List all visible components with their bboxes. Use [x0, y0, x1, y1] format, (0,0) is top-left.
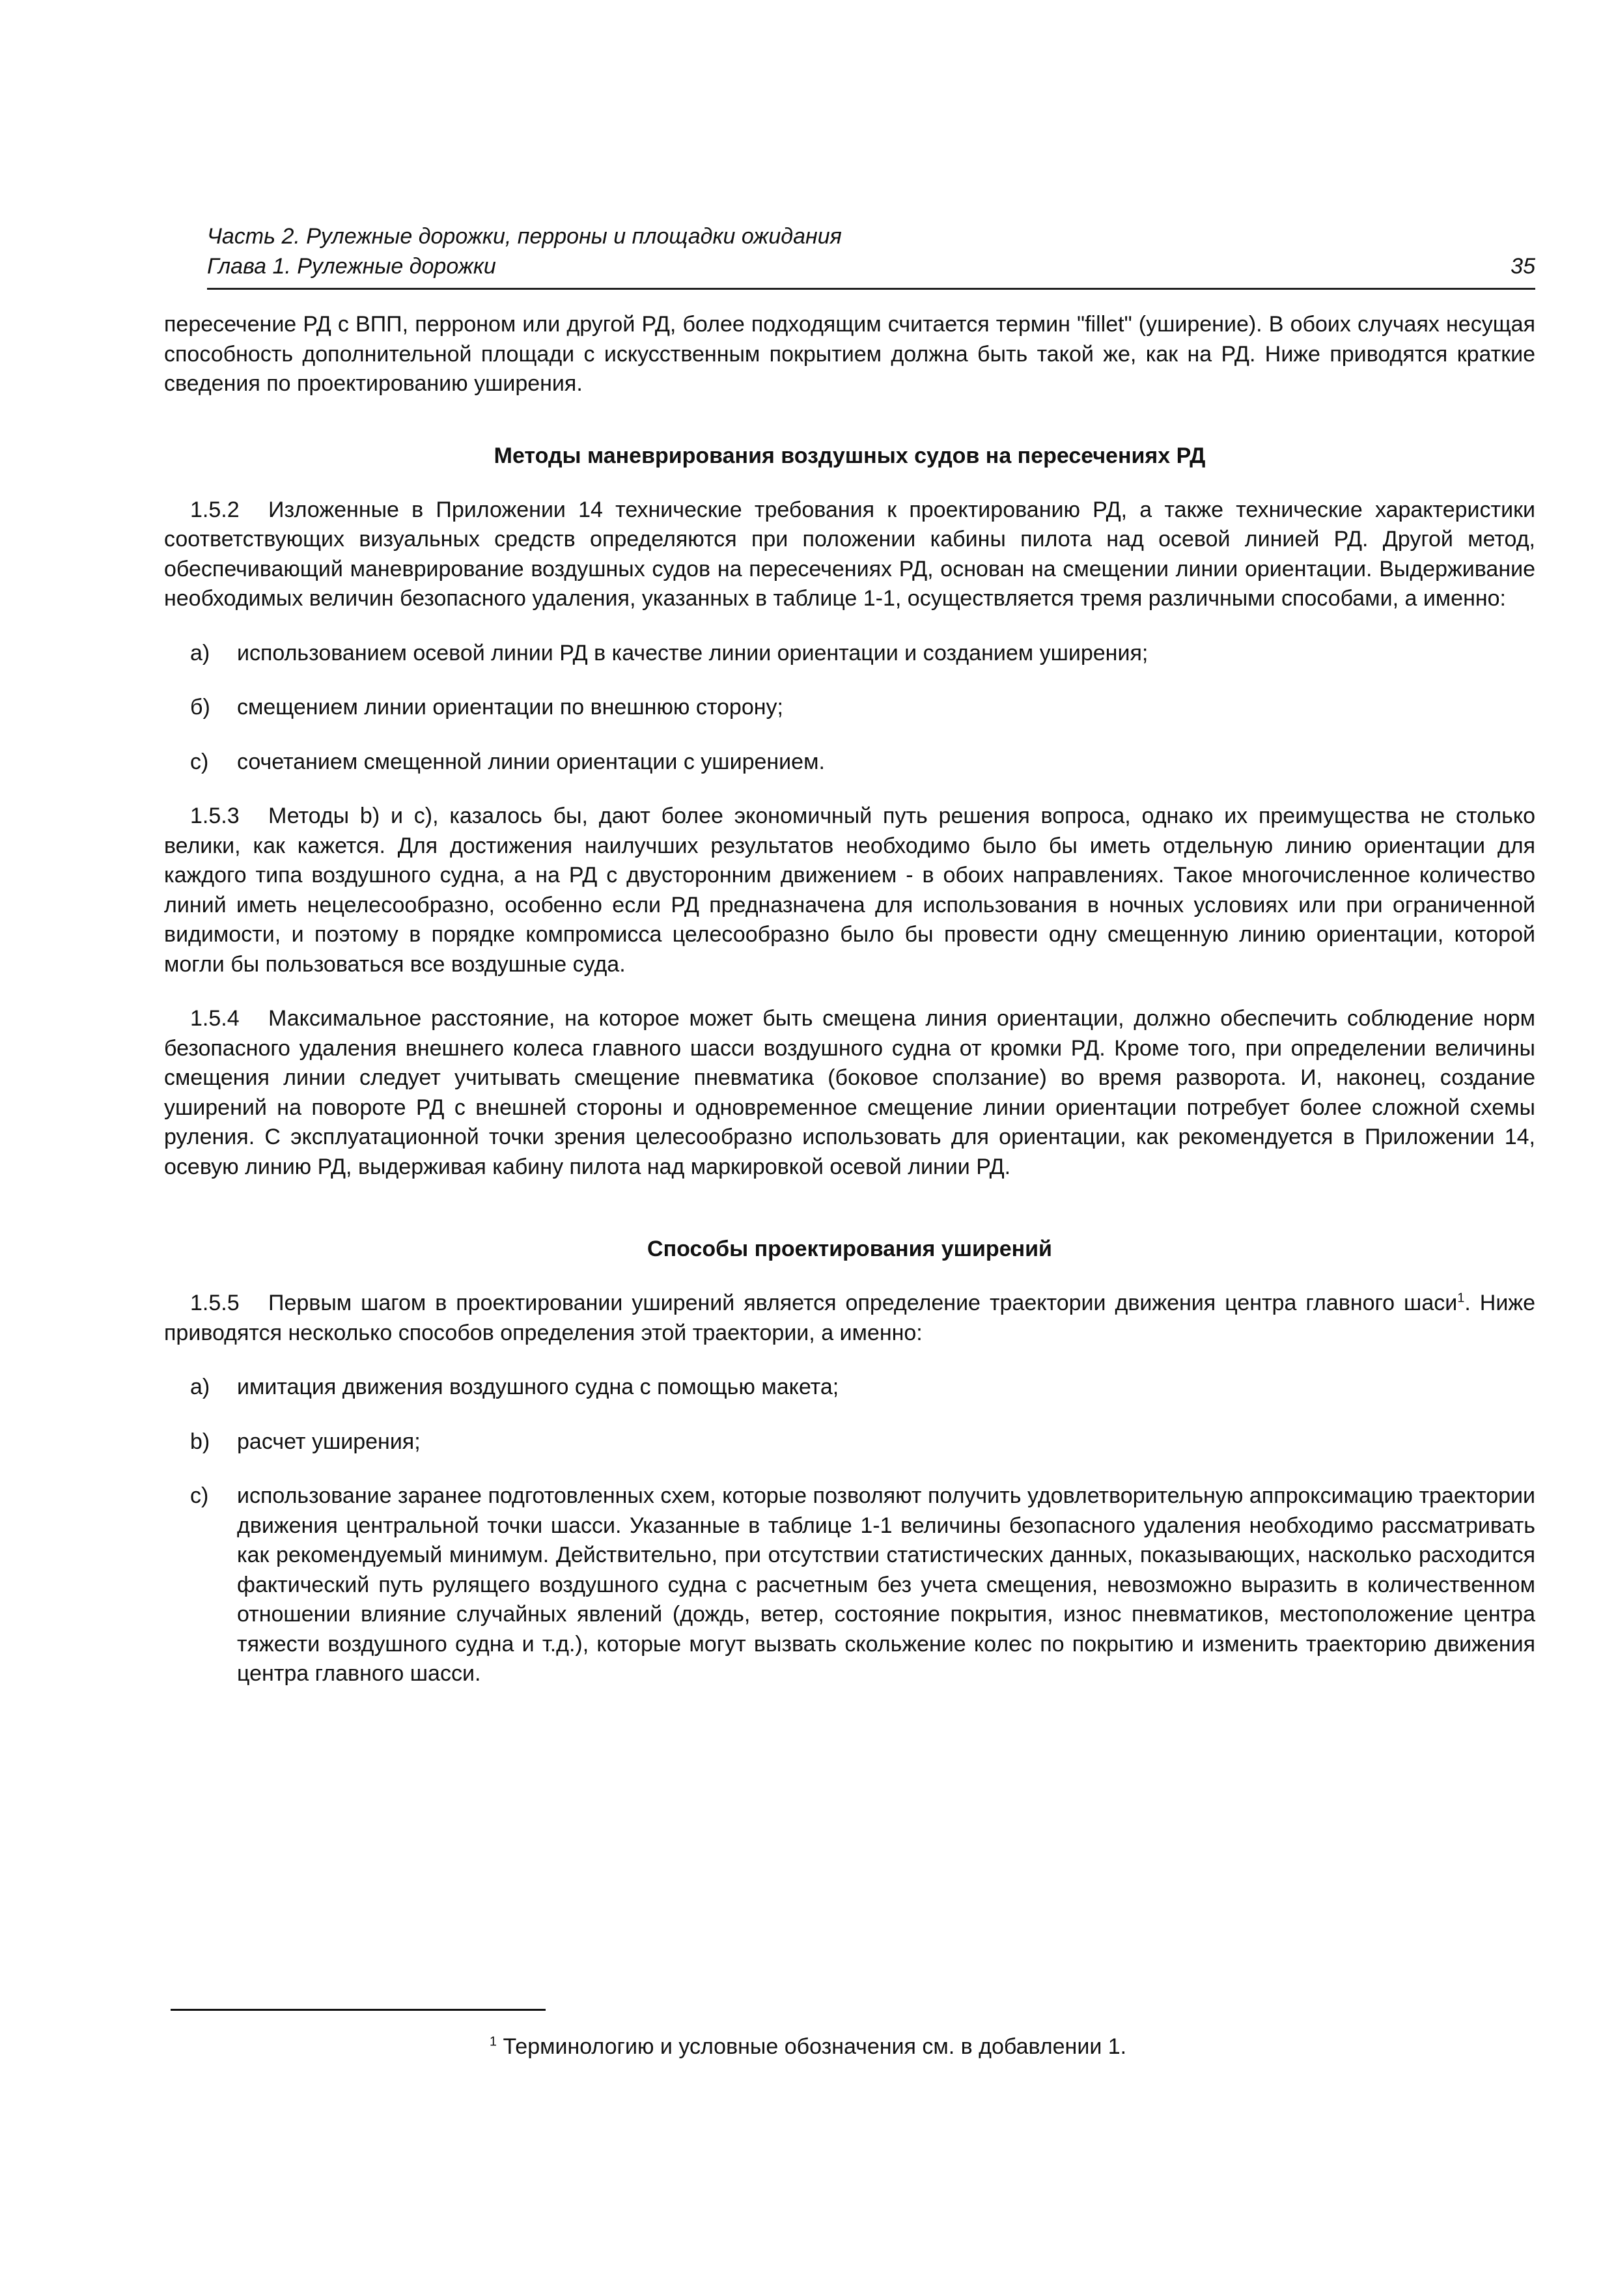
list-item-text: сочетанием смещенной линии ориентации с уширением. — [237, 749, 825, 774]
footnote-mark: 1 — [489, 2034, 497, 2049]
paragraph-text: Первым шагом в проектировании уширений является определение траектории движения центра главного шаси — [268, 1291, 1458, 1315]
page-number: 35 — [1511, 254, 1535, 279]
header-rule — [207, 288, 1535, 290]
intro-paragraph: пересечение РД с ВПП, перроном или другой РД, более подходящим считается термин "fillet" (уширение). В обоих случаях несущая способность дополнительной площади с искусственным покрытием должна быть такой же, как на РД. Ниже приводятся краткие сведения по проектированию уширения. — [164, 312, 1535, 396]
paragraph-1-5-3 — [164, 802, 1535, 979]
list-marker: a) — [190, 640, 210, 665]
footnote — [0, 2032, 1616, 2062]
section-heading-maneuvering: Методы маневрирования воздушных судов на пересечениях РД — [494, 443, 1206, 468]
paragraph-number: 1.5.4 — [190, 1006, 240, 1031]
paragraph-1-5-5 — [164, 1289, 1535, 1348]
list-marker: a) — [190, 1375, 210, 1399]
list-item-text: расчет уширения; — [237, 1429, 421, 1454]
paragraph-1-5-4 — [164, 1004, 1535, 1182]
list-item — [164, 639, 1535, 669]
list-marker: б) — [190, 695, 210, 720]
paragraph-text: Максимальное расстояние, на которое может быть смещена линия ориентации, должно обеспечить соблюдение норм безопасного удаления внешнего колеса главного шасси воздушного судна от кромки РД. Кроме того, при определении величины смещения линии следует учитывать смещение пневматика (боковое сползание) во время разворота. И, наконец, создание уширений на повороте РД с внешней стороны и одновременное смещение линии ориентации потребует более сложной схемы руления. С эксплуатационной точки зрения целесообразно использовать для ориентации, как рекомендуется в Приложении 14, осевую линию РД, выдерживая кабину пилота над маркировкой осевой линии РД. — [164, 1006, 1535, 1179]
list-item — [164, 1481, 1535, 1689]
list-marker: c) — [190, 749, 209, 774]
page-header — [207, 221, 1535, 281]
list-marker: c) — [190, 1483, 209, 1508]
section-heading-fillet-design: Способы проектирования уширений — [647, 1237, 1052, 1261]
list-item-text: использование заранее подготовленных схем, которые позволяют получить удовлетворительную аппроксимацию траектории движения центральной точки шасси. Указанные в таблице 1-1 величины безопасного удаления необходимо рассматривать как рекомендуемый минимум. Действительно, при отсутствии статистических данных, показывающих, насколько расходится фактический путь рулящего воздушного судна с расчетным без учета смещения, невозможно выразить в количественном отношении влияние случайных явлений (дождь, ветер, состояние покрытия, износ пневматиков, местоположение центра тяжести воздушного судна и т.д.), которые могут вызвать скольжение колес по покрытию и изменить траекторию движения центра главного шасси. — [237, 1483, 1535, 1686]
list-item — [164, 1373, 1535, 1403]
paragraph-number: 1.5.2 — [190, 497, 240, 522]
paragraph-text: Методы b) и c), казалось бы, дают более экономичный путь решения вопроса, однако их преимущества не столько велики, как кажется. Для достижения наилучших результатов необходимо было бы иметь отдельную линию ориентации для каждого типа воздушного судна, а на РД с двусторонним движением - в обоих направлениях. Такое многочисленное количество линий иметь нецелесообразно, особенно если РД предназначена для использования в ночных условиях или при ограниченной видимости, и поэтому в порядке компромисса целесообразно было бы провести одну смещенную линию ориентации, которой могли бы пользоваться все воздушные суда. — [164, 804, 1535, 977]
list-item-text: смещением линии ориентации по внешнюю сторону; — [237, 695, 783, 720]
paragraph-text-continued: . Ниже приводятся несколько способов определения этой траектории, а именно: — [164, 1291, 1535, 1345]
paragraph-number: 1.5.3 — [190, 804, 240, 828]
document-body — [164, 310, 1535, 1689]
footnote-text: Терминологию и условные обозначения см. в добавлении 1. — [503, 2034, 1127, 2059]
list-item — [164, 693, 1535, 723]
paragraph-text: Изложенные в Приложении 14 технические требования к проектированию РД, а также технические характеристики соответствующих визуальных средств определяются при положении кабины пилота над осевой линией РД. Другой метод, обеспечивающий маневрирование воздушных судов на пересечениях РД, основан на смещении линии ориентации. Выдерживание необходимых величин безопасного удаления, указанных в таблице 1-1, осуществляется тремя различными способами, а именно: — [164, 497, 1535, 611]
list-item-text: использованием осевой линии РД в качестве линии ориентации и созданием уширения; — [237, 640, 1149, 665]
footnote-rule — [171, 2009, 546, 2011]
list-item — [164, 748, 1535, 777]
paragraph-1-5-2 — [164, 496, 1535, 614]
list-item — [164, 1427, 1535, 1457]
list-item-text: имитация движения воздушного судна с помощью макета; — [237, 1375, 839, 1399]
list-marker: b) — [190, 1429, 210, 1454]
header-chapter-title: Глава 1. Рулежные дорожки — [207, 254, 496, 279]
paragraph-number: 1.5.5 — [190, 1291, 240, 1315]
header-part-title: Часть 2. Рулежные дорожки, перроны и площадки ожидания — [207, 224, 842, 249]
footnote-reference: 1 — [1457, 1291, 1465, 1306]
